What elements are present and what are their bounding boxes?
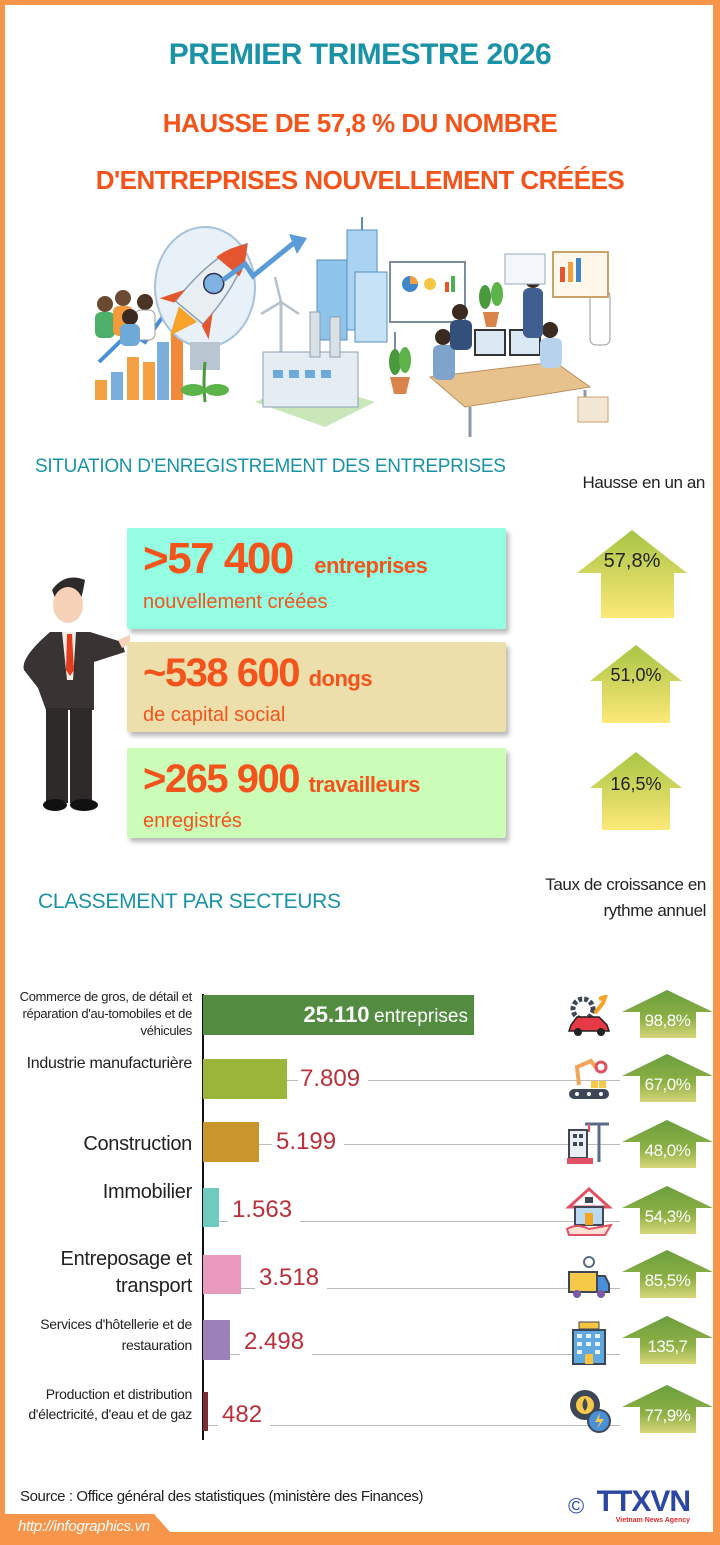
- wind-turbine-icon: [261, 277, 299, 362]
- source-note: Source : Office général des statistiques (ministère des Finances): [20, 1488, 424, 1505]
- annual-growth-header-line-2: rythme annuel: [603, 901, 706, 920]
- car-repair-icon: [565, 995, 615, 1037]
- hotel-building-icon: [565, 1320, 613, 1368]
- growth-value: 98,8%: [644, 1011, 691, 1030]
- yearly-growth-header: Hausse en un an: [582, 473, 705, 492]
- stat-value: >57 400: [143, 534, 293, 583]
- sector-label-commerce: Commerce de gros, de détail et réparation d'au-tomobiles et de véhicules: [19, 989, 192, 1038]
- utilities-gear-icon: [565, 1385, 613, 1435]
- copyright-icon: ©: [568, 1493, 585, 1519]
- bar-value-industry: 7.809: [298, 1065, 368, 1093]
- sector-growth-arrow-hospitality: [622, 1316, 713, 1364]
- subtitle-line-2: D'ENTREPRISES NOUVELLEMENT CRÉÉES: [95, 165, 625, 195]
- house-in-hand-icon: [565, 1187, 613, 1237]
- ttxvn-logo: [568, 1485, 691, 1525]
- annual-growth-header-line-1: Taux de croissance en: [545, 875, 706, 894]
- bar-value-hospitality: 2.498: [240, 1328, 312, 1356]
- sector-label-hospitality: Services d'hôtellerie et de restauration: [40, 1316, 192, 1353]
- sector-growth-arrow-construction: [622, 1120, 713, 1168]
- growth-arrow-capital: [590, 645, 682, 723]
- bar-value-construction: 5.199: [272, 1128, 344, 1156]
- stat-unit: entreprises: [314, 553, 428, 578]
- growth-value: 51,0%: [610, 665, 662, 685]
- growth-value: 85,5%: [644, 1271, 691, 1290]
- stat-box-workers: [127, 748, 506, 838]
- sector-label-real-estate: Immobilier: [102, 1181, 192, 1203]
- sector-label-utilities: Production et distribution d'électricité, d'eau et de gaz: [28, 1386, 192, 1422]
- stat-box-new-enterprises: [127, 528, 506, 629]
- stat-unit: dongs: [308, 666, 373, 691]
- robot-arm-factory-icon: [565, 1055, 613, 1103]
- stat-label: nouvellement créées: [143, 591, 328, 613]
- bar-value-utilities: 482: [218, 1401, 270, 1429]
- stat-value: ~538 600: [143, 651, 299, 695]
- logo-subtext: Vietnam News Agency: [615, 1517, 691, 1524]
- sector-label-transport: Entreposage et transport: [60, 1248, 192, 1297]
- sector-label-industry: Industrie manufacturière: [26, 1055, 192, 1072]
- stat-label: enregistrés: [143, 810, 242, 832]
- sector-growth-arrow-industry: [622, 1054, 713, 1102]
- growth-value: 67,0%: [644, 1075, 691, 1094]
- growth-arrow-enterprises: [577, 530, 687, 618]
- sector-growth-arrow-transport: [622, 1250, 713, 1298]
- annual-growth-header: [545, 872, 706, 924]
- website-link[interactable]: http://infographics.vn: [18, 1518, 150, 1535]
- growth-value: 77,9%: [644, 1406, 691, 1425]
- registration-section-title: SITUATION D'ENREGISTREMENT DES ENTREPRISES: [35, 456, 506, 477]
- stat-unit: travailleurs: [308, 772, 420, 797]
- city-buildings-icon: [317, 217, 387, 342]
- growth-value: 57,8%: [603, 550, 661, 572]
- bar-real-estate: [203, 1188, 219, 1227]
- bar-commerce: [203, 995, 474, 1035]
- growth-value: 48,0%: [644, 1141, 691, 1160]
- businessman-pointing-icon: [10, 570, 130, 815]
- growth-value: 54,3%: [644, 1207, 691, 1226]
- logo-text: TTXVN: [596, 1485, 691, 1518]
- growth-arrow-workers: [590, 752, 682, 830]
- bar-unit: entreprises: [374, 1006, 468, 1027]
- bar-construction: [203, 1122, 259, 1162]
- page-title: PREMIER TRIMESTRE 2026: [168, 38, 552, 71]
- stat-box-capital: [127, 642, 506, 732]
- arrow-up-icon: [577, 530, 687, 618]
- delivery-truck-icon: [565, 1254, 613, 1302]
- sector-label-construction: Construction: [83, 1133, 192, 1155]
- subtitle-line-1: HAUSSE DE 57,8 % DU NOMBRE: [162, 108, 558, 138]
- stat-value: >265 900: [143, 757, 299, 801]
- business-growth-illustration: [85, 212, 640, 437]
- sector-growth-arrow-utilities: [622, 1385, 713, 1433]
- stat-label: de capital social: [143, 704, 286, 726]
- building-crane-icon: [565, 1118, 613, 1166]
- sector-growth-arrow-commerce: [622, 990, 713, 1038]
- bar-value-real-estate: 1.563: [228, 1196, 300, 1224]
- bar-value-transport: 3.518: [255, 1264, 327, 1292]
- sector-growth-arrow-real-estate: [622, 1186, 713, 1234]
- sectors-section-title: CLASSEMENT PAR SECTEURS: [38, 890, 341, 913]
- bar-transport: [203, 1255, 241, 1294]
- growth-value: 135,7: [647, 1337, 688, 1356]
- bar-industry: [203, 1059, 287, 1099]
- people-group-icon: [95, 290, 155, 346]
- bar-utilities: [203, 1392, 208, 1431]
- bar-hospitality: [203, 1320, 230, 1360]
- growth-value: 16,5%: [610, 774, 662, 794]
- bar-value: 25.110: [303, 1002, 370, 1027]
